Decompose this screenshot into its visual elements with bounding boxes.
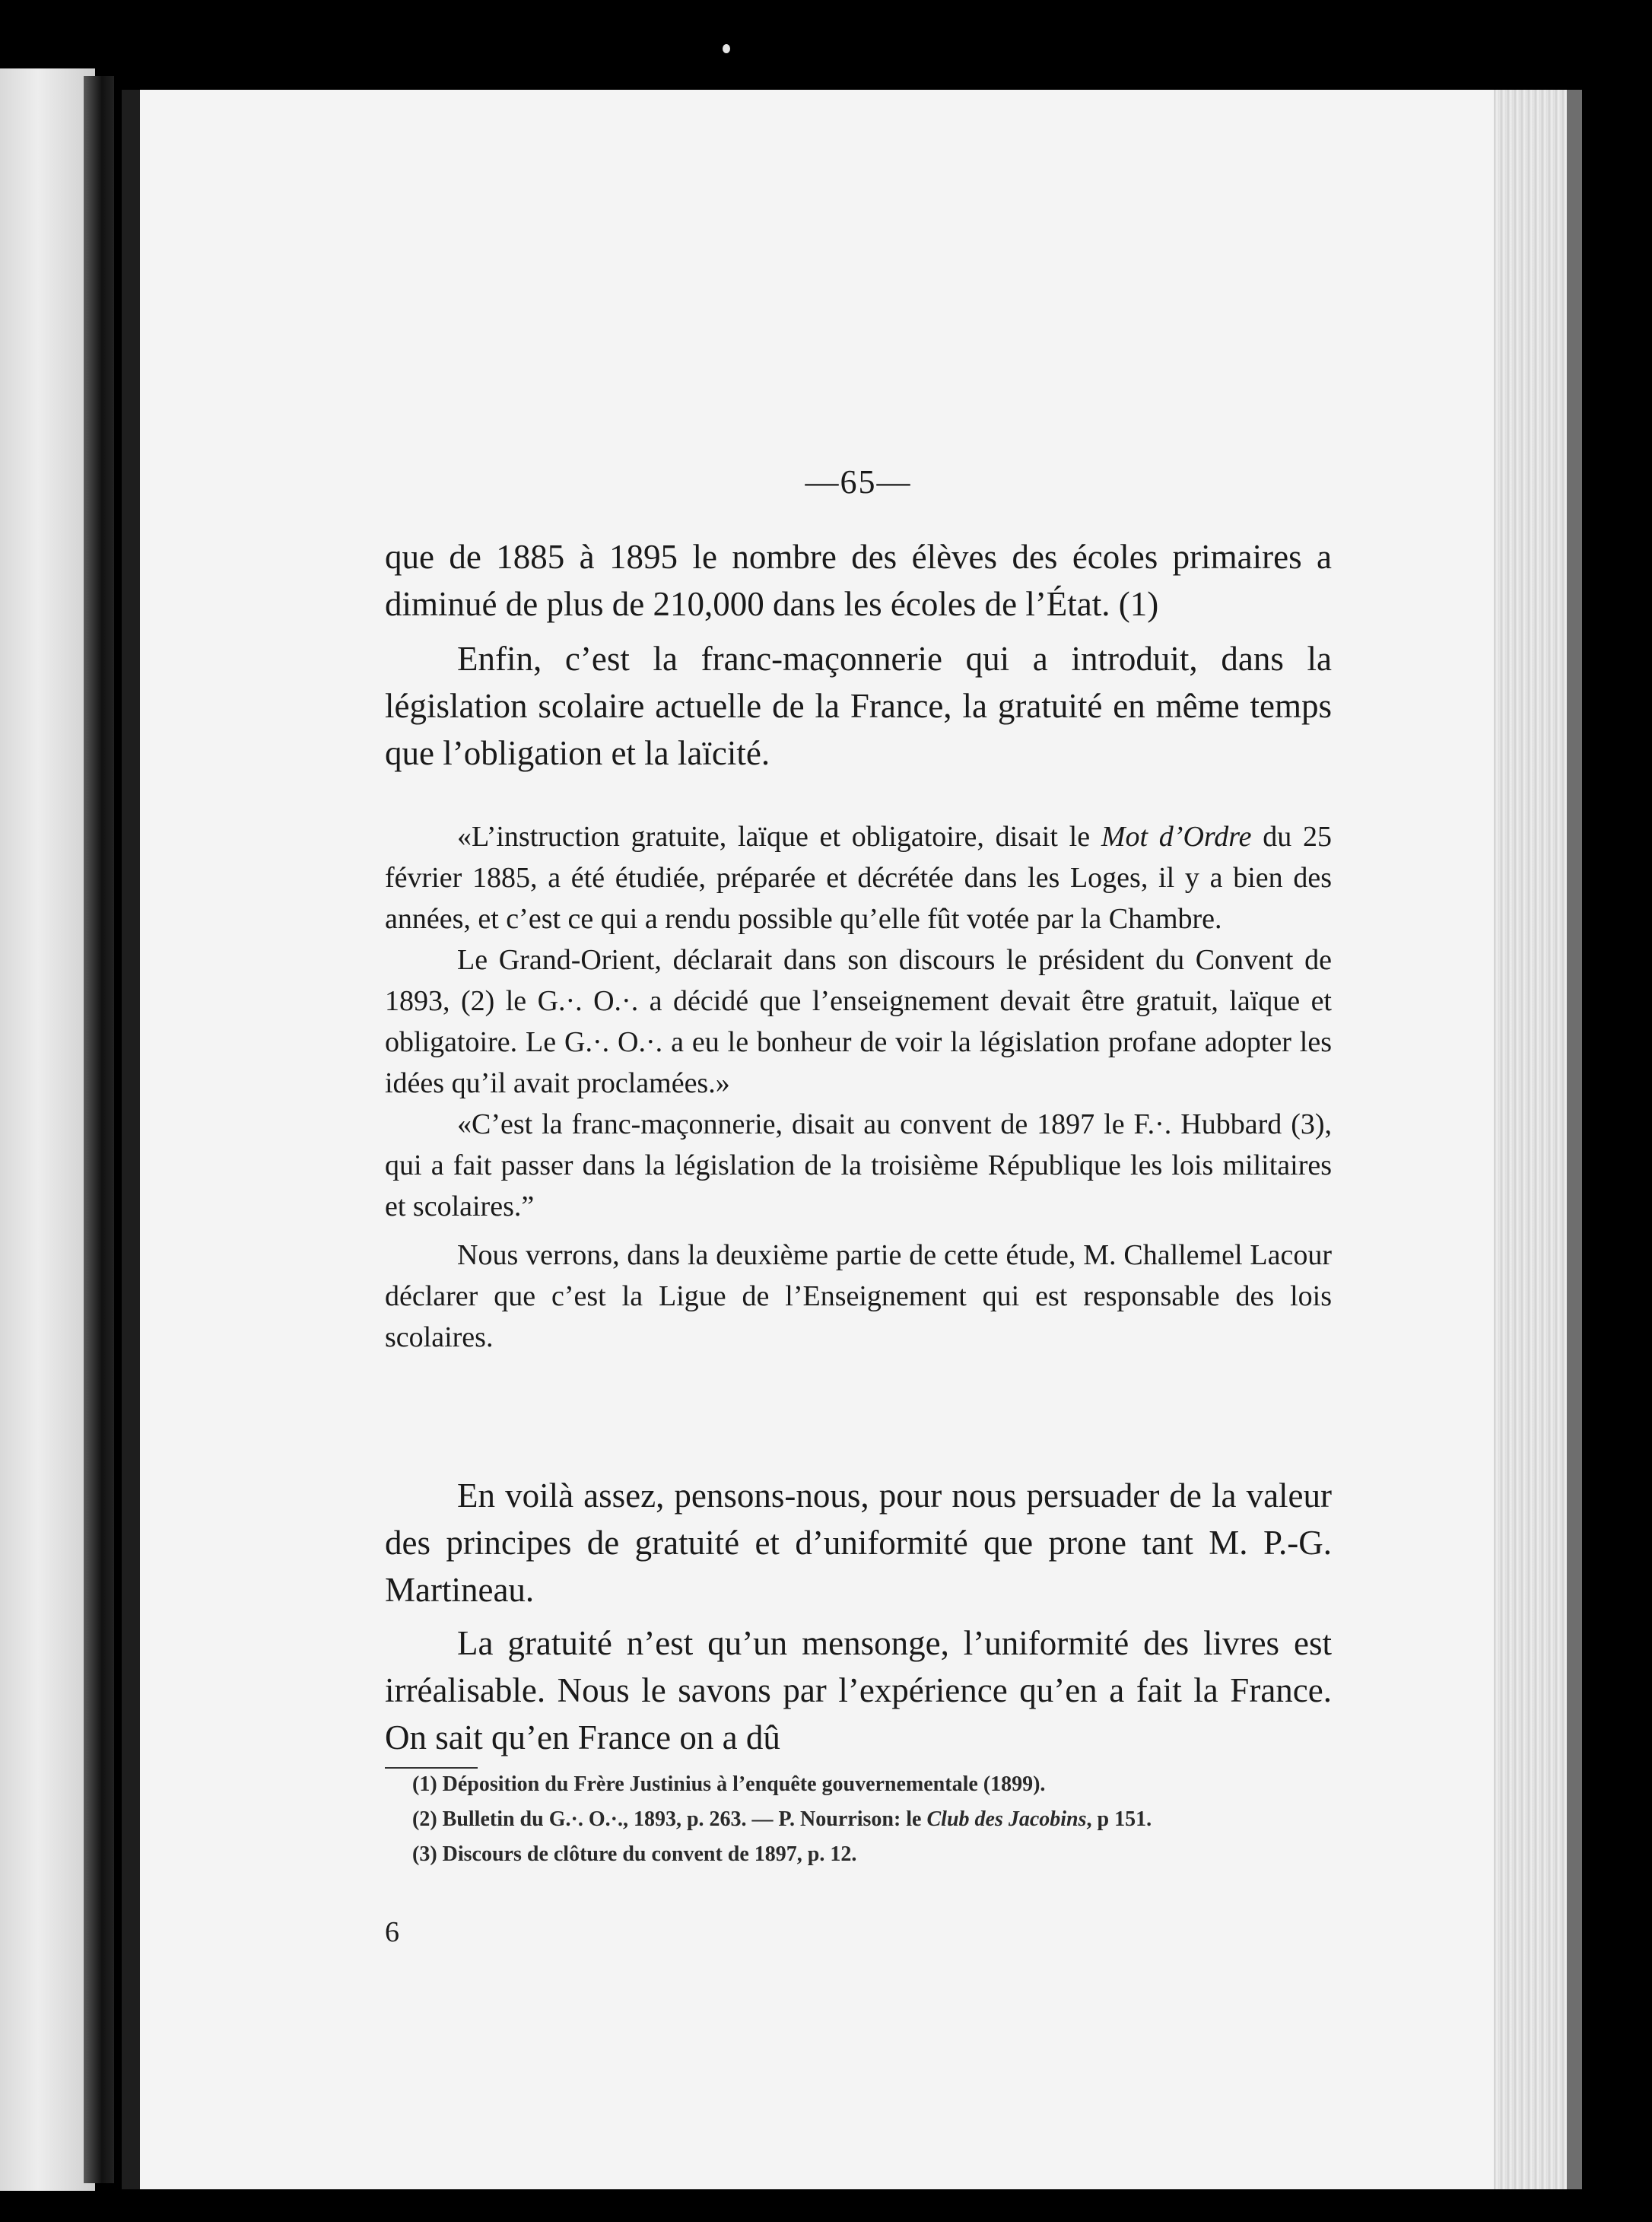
footnote-3: (3) Discours de clôture du convent de 1897, p. 12. [412, 1842, 857, 1866]
quote-text: «L’instruction gratuite, laïque et obligatoire, disait le [457, 821, 1101, 853]
paragraph-challemel: Nous verrons, dans la deuxième partie de cette étude, M. Challemel Lacour déclarer que c’est la Ligue de l’Enseignement qui est responsable des lois scolaires. [385, 1239, 1332, 1353]
quote-grand-orient: Le Grand-Orient, déclarait dans son discours le président du Convent de 1893, (2) le G.·. O.·. a décidé que l’enseignement devait être gratuit, laïque et obligatoire. Le G.·. O.·. a eu le bonheur de voir la législation profane adopter les idées qu’il avait proclamées.» [385, 944, 1332, 1099]
footnote-rule [385, 1767, 478, 1769]
quoted-block [385, 816, 1332, 1358]
footnote-title: Club des Jacobins [926, 1807, 1087, 1831]
page-stack-shadow [1567, 90, 1582, 2189]
paragraph-principles: En voilà assez, pensons-nous, pour nous persuader de la valeur des principes de gratuité et d’uniformité que prone tant M. P.-G. Martineau. [385, 1477, 1332, 1609]
paragraph-freemasonry: Enfin, c’est la franc-maçonnerie qui a introduit, dans la législation scolaire actuelle de la France, la gratuité en même temps que l’obligation et la laïcité. [385, 640, 1332, 772]
body-text-conclusion [385, 1472, 1332, 1761]
facing-page-edge [0, 68, 95, 2191]
footnote-1: (1) Déposition du Frère Justinius à l’enquête gouvernementale (1899). [412, 1772, 1046, 1796]
footnote-2 [385, 1804, 1332, 1835]
footnotes [385, 1769, 1332, 1874]
quote-text: du 25 février 1885, a été étudiée, préparée et décrétée dans les Loges, il y a bien des années, et c’est ce qui a rendu possible qu’elle fût votée par la Chambre. [385, 821, 1333, 935]
quote-title: Mot d’Ordre [1101, 821, 1252, 853]
paragraph-gratuity: La gratuité n’est qu’un mensonge, l’uniformité des livres est irréalisable. Nous le savons par l’expérience qu’en a fait la France. On sait qu’en France on a dû [385, 1624, 1332, 1756]
footnote-text: (2) Bulletin du G.·. O.·., 1893, p. 263. — P. Nourrison: le [412, 1807, 927, 1831]
quote-mot-d-ordre [385, 816, 1332, 939]
quote-hubbard: «C’est la franc-maçonnerie, disait au convent de 1897 le F.·. Hubbard (3), qui a fait passer dans la législation de la troisième République les lois militaires et scolaires.” [385, 1108, 1332, 1222]
page-number: —65— [805, 463, 912, 501]
scan-speck [723, 44, 730, 53]
body-text [385, 533, 1332, 777]
paragraph-continuation: que de 1885 à 1895 le nombre des élèves des écoles primaires a diminué de plus de 210,000 dans les écoles de l’État. (1) [385, 538, 1332, 623]
footnote-text: , p 151. [1086, 1807, 1152, 1831]
signature-mark: 6 [385, 1916, 399, 1948]
book-gutter [84, 76, 114, 2183]
book-page [122, 90, 1494, 2189]
